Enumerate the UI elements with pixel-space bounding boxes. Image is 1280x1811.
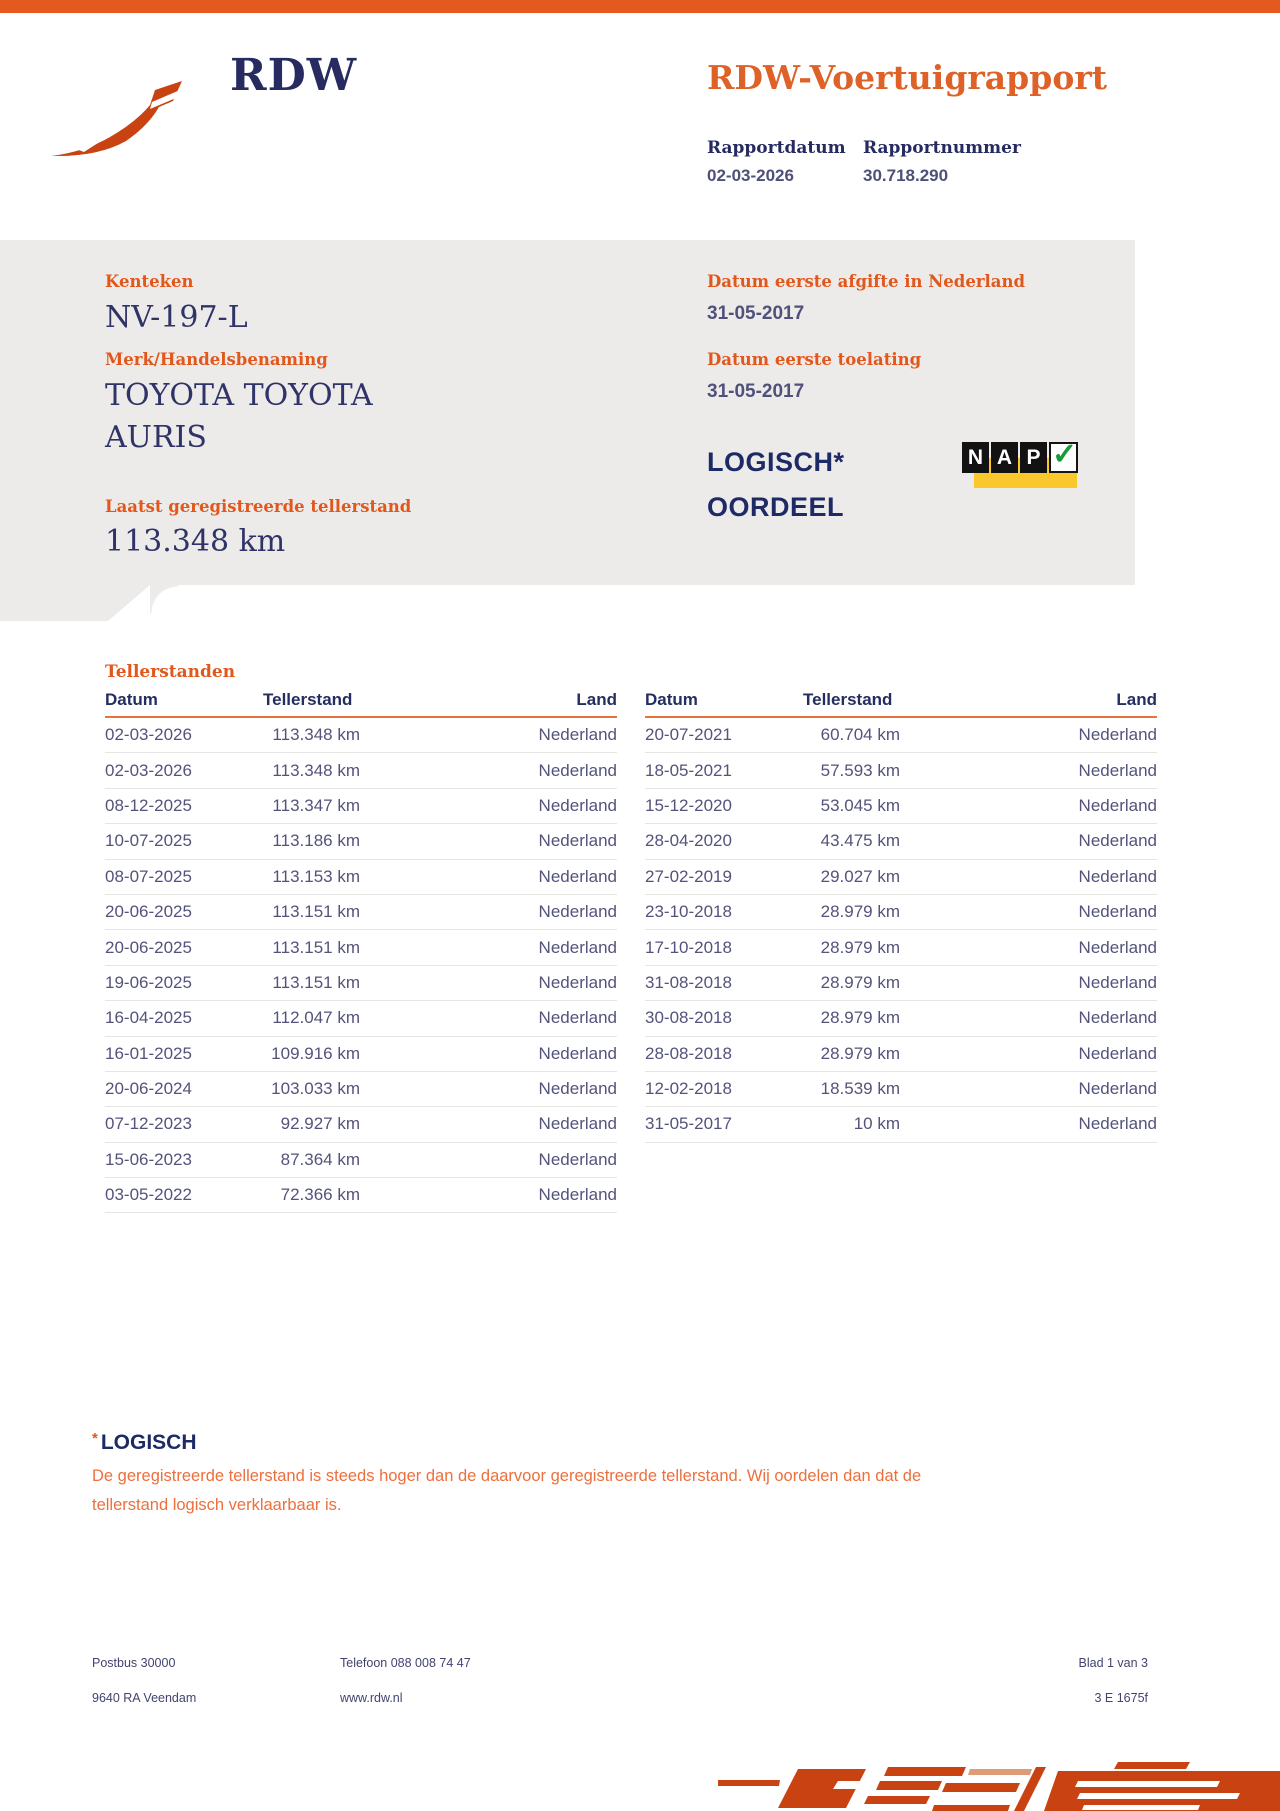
column-header-land: Land xyxy=(576,690,617,709)
kenteken-label: Kenteken xyxy=(105,272,194,291)
nap-checkbox xyxy=(1049,438,1078,473)
cell-land: Nederland xyxy=(1078,972,1157,992)
report-number-value: 30.718.290 xyxy=(863,166,949,185)
cell-tellerstand: 113.151 km xyxy=(272,972,360,992)
cell-datum: 30-08-2018 xyxy=(645,1008,732,1028)
report-date-value: 02-03-2026 xyxy=(707,166,794,185)
column-header-land: Land xyxy=(1116,690,1157,709)
cell-land: Nederland xyxy=(1078,1114,1157,1134)
cell-datum: 03-05-2022 xyxy=(105,1185,192,1205)
cell-land: Nederland xyxy=(1078,1008,1157,1028)
cell-tellerstand: 53.045 km xyxy=(820,795,900,815)
cell-datum: 20-06-2024 xyxy=(105,1079,192,1099)
cell-land: Nederland xyxy=(1078,760,1157,780)
cell-land: Nederland xyxy=(538,1185,617,1205)
table-body xyxy=(645,718,1157,1143)
checkmark-icon: ✓ xyxy=(1052,438,1078,471)
cell-datum: 02-03-2026 xyxy=(105,760,192,780)
tellerstand-label: Laatst geregistreerde tellerstand xyxy=(105,497,412,516)
cell-tellerstand: 28.979 km xyxy=(820,1008,900,1028)
nap-letter-a: A xyxy=(991,442,1018,473)
footer-address-line1: Postbus 30000 xyxy=(92,1656,176,1670)
cell-tellerstand: 18.539 km xyxy=(820,1079,900,1099)
table-row xyxy=(645,753,1157,788)
logisch-note-title: LOGISCH xyxy=(100,1431,197,1454)
table-row xyxy=(105,753,617,788)
rdw-speedlines-graphic xyxy=(718,1761,1280,1811)
table-row xyxy=(105,824,617,859)
cell-land: Nederland xyxy=(1078,902,1157,922)
page-title: RDW-Voertuigrapport xyxy=(707,58,1107,97)
table-row xyxy=(105,1001,617,1036)
cell-datum: 07-12-2023 xyxy=(105,1114,192,1134)
kenteken-value: NV-197-L xyxy=(105,300,248,335)
footer-form-code: 3 E 1675f xyxy=(1094,1691,1148,1705)
cell-datum: 08-07-2025 xyxy=(105,866,192,886)
cell-land: Nederland xyxy=(538,1008,617,1028)
cell-land: Nederland xyxy=(538,866,617,886)
cell-tellerstand: 10 km xyxy=(853,1114,900,1134)
merk-value-line1: TOYOTA TOYOTA xyxy=(105,378,373,413)
cell-land: Nederland xyxy=(538,1079,617,1099)
table-row xyxy=(105,895,617,930)
cell-land: Nederland xyxy=(538,1149,617,1169)
table-row xyxy=(645,789,1157,824)
odometer-table-left xyxy=(105,690,617,1213)
cell-tellerstand: 113.151 km xyxy=(272,902,360,922)
cell-tellerstand: 103.033 km xyxy=(271,1079,360,1099)
cell-datum: 02-03-2026 xyxy=(105,725,192,745)
cell-tellerstand: 113.348 km xyxy=(272,760,360,780)
cell-datum: 28-04-2020 xyxy=(645,831,732,851)
cell-tellerstand: 28.979 km xyxy=(820,972,900,992)
cell-datum: 12-02-2018 xyxy=(645,1079,732,1099)
merk-value-line2: AURIS xyxy=(105,420,207,455)
table-row xyxy=(105,718,617,753)
logisch-note-heading xyxy=(92,1430,197,1455)
cell-tellerstand: 60.704 km xyxy=(820,725,900,745)
table-row xyxy=(645,718,1157,753)
table-row xyxy=(645,966,1157,1001)
rdw-logo-text: RDW xyxy=(230,50,358,101)
cell-tellerstand: 113.347 km xyxy=(272,795,360,815)
cell-datum: 15-12-2020 xyxy=(645,795,732,815)
cell-tellerstand: 28.979 km xyxy=(820,902,900,922)
cell-land: Nederland xyxy=(538,1043,617,1063)
column-header-tellerstand: Tellerstand xyxy=(263,690,353,709)
cell-land: Nederland xyxy=(1078,1043,1157,1063)
oordeel-line2: OORDEEL xyxy=(707,492,845,522)
cell-datum: 08-12-2025 xyxy=(105,795,192,815)
cell-land: Nederland xyxy=(538,760,617,780)
cell-datum: 31-08-2018 xyxy=(645,972,732,992)
table-row xyxy=(645,1107,1157,1142)
merk-label: Merk/Handelsbenaming xyxy=(105,350,328,369)
footer-website: www.rdw.nl xyxy=(340,1691,403,1705)
cell-tellerstand: 113.186 km xyxy=(272,831,360,851)
table-body xyxy=(105,718,617,1213)
cell-tellerstand: 28.979 km xyxy=(820,1043,900,1063)
column-header-datum: Datum xyxy=(645,690,698,709)
table-row xyxy=(105,1143,617,1178)
odometer-table-right xyxy=(645,690,1157,1143)
table-row xyxy=(105,930,617,965)
cell-tellerstand: 72.366 km xyxy=(280,1185,360,1205)
table-header xyxy=(645,690,1157,718)
nap-letter-p: P xyxy=(1020,442,1047,473)
cell-land: Nederland xyxy=(1078,725,1157,745)
cell-land: Nederland xyxy=(538,795,617,815)
tellerstand-value: 113.348 km xyxy=(105,524,286,559)
cell-tellerstand: 29.027 km xyxy=(820,866,900,886)
cell-datum: 31-05-2017 xyxy=(645,1114,732,1134)
cell-tellerstand: 92.927 km xyxy=(280,1114,360,1134)
table-row xyxy=(105,860,617,895)
table-row xyxy=(645,895,1157,930)
cell-datum: 15-06-2023 xyxy=(105,1149,192,1169)
cell-tellerstand: 43.475 km xyxy=(820,831,900,851)
cell-tellerstand: 28.979 km xyxy=(820,937,900,957)
cell-tellerstand: 112.047 km xyxy=(272,1008,360,1028)
cell-land: Nederland xyxy=(1078,795,1157,815)
table-row xyxy=(645,1072,1157,1107)
afgifte-label: Datum eerste afgifte in Nederland xyxy=(707,272,1026,291)
cell-tellerstand: 87.364 km xyxy=(280,1149,360,1169)
cell-land: Nederland xyxy=(538,831,617,851)
table-row xyxy=(105,1107,617,1142)
panel-corner-tab xyxy=(0,585,150,621)
cell-datum: 16-04-2025 xyxy=(105,1008,192,1028)
table-row xyxy=(645,1037,1157,1072)
afgifte-value: 31-05-2017 xyxy=(707,303,805,324)
footer-address-line2: 9640 RA Veendam xyxy=(92,1691,197,1705)
cell-datum: 20-06-2025 xyxy=(105,902,192,922)
toelating-label: Datum eerste toelating xyxy=(707,350,922,369)
asterisk-marker: * xyxy=(92,1430,98,1447)
table-row xyxy=(105,966,617,1001)
cell-land: Nederland xyxy=(538,725,617,745)
table-row xyxy=(105,1037,617,1072)
cell-land: Nederland xyxy=(1078,866,1157,886)
cell-land: Nederland xyxy=(538,902,617,922)
cell-land: Nederland xyxy=(538,1114,617,1134)
footer-phone: Telefoon 088 008 74 47 xyxy=(340,1656,471,1670)
cell-land: Nederland xyxy=(538,972,617,992)
cell-land: Nederland xyxy=(538,937,617,957)
cell-tellerstand: 113.153 km xyxy=(272,866,360,886)
cell-datum: 28-08-2018 xyxy=(645,1043,732,1063)
cell-datum: 17-10-2018 xyxy=(645,937,732,957)
cell-datum: 16-01-2025 xyxy=(105,1043,192,1063)
column-header-tellerstand: Tellerstand xyxy=(803,690,893,709)
table-row xyxy=(645,1001,1157,1036)
cell-land: Nederland xyxy=(1078,1079,1157,1099)
cell-datum: 20-07-2021 xyxy=(645,725,732,745)
table-row xyxy=(105,1072,617,1107)
nap-letter-n: N xyxy=(962,442,989,473)
cell-datum: 23-10-2018 xyxy=(645,902,732,922)
nap-logo xyxy=(962,438,1078,490)
cell-tellerstand: 113.348 km xyxy=(272,725,360,745)
table-row xyxy=(105,789,617,824)
tellerstanden-heading: Tellerstanden xyxy=(105,662,236,682)
toelating-value: 31-05-2017 xyxy=(707,381,805,402)
cell-datum: 20-06-2025 xyxy=(105,937,192,957)
cell-datum: 18-05-2021 xyxy=(645,760,732,780)
report-date-label: Rapportdatum xyxy=(707,138,846,158)
cell-land: Nederland xyxy=(1078,937,1157,957)
report-number-label: Rapportnummer xyxy=(863,138,1021,158)
cell-land: Nederland xyxy=(1078,831,1157,851)
footer-page-indicator: Blad 1 van 3 xyxy=(1078,1656,1148,1670)
cell-datum: 19-06-2025 xyxy=(105,972,192,992)
column-header-datum: Datum xyxy=(105,690,158,709)
table-row xyxy=(645,930,1157,965)
oordeel-line1: LOGISCH* xyxy=(707,447,845,477)
cell-datum: 10-07-2025 xyxy=(105,831,192,851)
table-row xyxy=(645,824,1157,859)
cell-tellerstand: 57.593 km xyxy=(820,760,900,780)
table-row xyxy=(105,1178,617,1213)
logisch-note-text: De geregistreerde tellerstand is steeds hoger dan de daarvoor geregistreerde tellerstand. Wij oordelen dan dat de tellerstand logisch verklaarbaar is. xyxy=(92,1467,922,1514)
cell-datum: 27-02-2019 xyxy=(645,866,732,886)
table-header xyxy=(105,690,617,718)
panel-rounded-corner xyxy=(150,585,178,613)
rdw-flame-logo xyxy=(48,60,188,165)
cell-tellerstand: 109.916 km xyxy=(271,1043,360,1063)
table-row xyxy=(645,860,1157,895)
cell-tellerstand: 113.151 km xyxy=(272,937,360,957)
top-accent-bar xyxy=(0,0,1280,13)
